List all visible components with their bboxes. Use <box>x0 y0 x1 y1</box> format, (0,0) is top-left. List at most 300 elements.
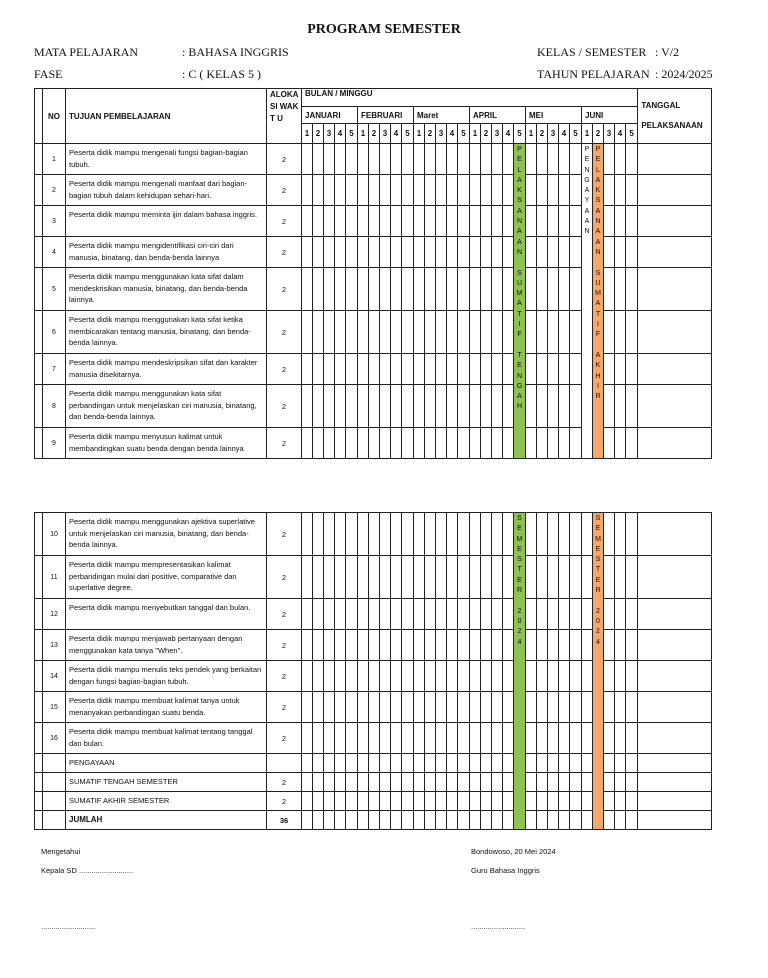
vertical-char <box>514 258 525 268</box>
week-cell: 2 <box>481 124 492 144</box>
tanggal-cell <box>638 811 712 830</box>
tanggal-cell <box>638 661 712 692</box>
vertical-char: 0 <box>596 617 600 625</box>
week-slot <box>391 792 402 811</box>
vertical-char: E <box>584 156 590 164</box>
alokasi-cell: 2 <box>267 428 302 459</box>
week-slot <box>425 144 436 175</box>
table-row <box>35 723 712 754</box>
week-slot <box>391 556 402 599</box>
week-slot <box>503 599 514 630</box>
tanggal-cell <box>638 385 712 428</box>
week-slot <box>570 773 582 792</box>
vertical-label <box>593 144 603 402</box>
week-slot <box>335 723 346 754</box>
week-slot <box>492 811 503 830</box>
week-slot <box>346 144 358 175</box>
week-slot <box>615 692 626 723</box>
week-slot <box>335 661 346 692</box>
week-slot <box>470 723 481 754</box>
week-slot <box>335 428 346 459</box>
week-slot <box>335 175 346 206</box>
week-slot <box>302 630 313 661</box>
tujuan-cell: Peserta didik mampu mempresentasikan kalimat perbandingan mulai dari positive, comparative dan superlative degree. <box>66 556 267 599</box>
vertical-char: M <box>516 290 523 298</box>
week-slot <box>302 792 313 811</box>
week-slot <box>335 144 346 175</box>
week-slot <box>481 206 492 237</box>
tujuan-cell: Peserta didik mampu mengidentifikasi ciri-ciri dari manusia, binatang, dan benda-benda lainnya <box>66 237 267 268</box>
week-slot <box>414 723 425 754</box>
week-slot <box>335 268 346 311</box>
week-slot <box>402 206 414 237</box>
week-slot <box>346 692 358 723</box>
week-slot <box>324 773 335 792</box>
week-slot <box>615 513 626 556</box>
week-slot <box>313 692 324 723</box>
week-slot <box>414 513 425 556</box>
margin-cell <box>35 754 43 773</box>
week-slot <box>380 206 391 237</box>
week-slot <box>582 556 593 599</box>
week-slot <box>604 630 615 661</box>
vertical-char: S <box>517 197 522 205</box>
week-cell: 2 <box>593 124 604 144</box>
week-slot <box>414 237 425 268</box>
tanggal-cell <box>638 144 712 175</box>
week-slot <box>626 237 638 268</box>
week-slot <box>458 268 470 311</box>
week-slot <box>346 773 358 792</box>
week-slot <box>436 513 447 556</box>
week-slot <box>391 268 402 311</box>
week-slot <box>391 354 402 385</box>
week-slot <box>481 237 492 268</box>
week-slot <box>481 723 492 754</box>
week-slot <box>604 237 615 268</box>
week-slot <box>537 754 548 773</box>
tujuan-cell: Peserta didik mampu menggunakan ajektiva superlative untuk menjelaskan ciri manusia, binatang, dan benda-benda lainnya. <box>66 513 267 556</box>
table-row <box>35 773 712 792</box>
week-slot <box>302 513 313 556</box>
week-slot <box>313 513 324 556</box>
tujuan-cell: Peserta didik mampu menulis teks pendek yang berkaitan dengan fungsi bagian-bagian tubuh. <box>66 661 267 692</box>
week-slot <box>582 692 593 723</box>
tanggal-cell <box>638 773 712 792</box>
week-slot <box>458 630 470 661</box>
week-slot <box>335 237 346 268</box>
week-slot <box>425 692 436 723</box>
table-row <box>35 311 712 354</box>
week-slot <box>548 268 559 311</box>
week-slot <box>470 811 481 830</box>
week-slot <box>626 630 638 661</box>
week-slot <box>559 599 570 630</box>
week-slot <box>526 268 537 311</box>
week-slot <box>447 175 458 206</box>
week-slot <box>626 599 638 630</box>
week-slot <box>458 773 470 792</box>
week-slot <box>414 385 425 428</box>
week-slot <box>425 237 436 268</box>
week-slot <box>470 513 481 556</box>
week-slot <box>570 754 582 773</box>
table-row <box>35 754 712 773</box>
week-slot <box>604 754 615 773</box>
margin-cell <box>35 811 43 830</box>
week-slot <box>302 311 313 354</box>
week-slot <box>324 599 335 630</box>
vertical-char: R <box>595 393 601 401</box>
header-row-1 <box>35 89 712 107</box>
fase-label: FASE <box>34 67 63 81</box>
week-slot <box>559 811 570 830</box>
week-slot <box>481 599 492 630</box>
month-0: JANUARI <box>302 107 358 124</box>
vertical-char: S <box>595 515 601 522</box>
table-row <box>35 513 712 556</box>
week-slot <box>425 385 436 428</box>
table-row <box>35 792 712 811</box>
week-slot <box>436 144 447 175</box>
week-slot <box>447 599 458 630</box>
week-slot <box>626 754 638 773</box>
vertical-char: M <box>595 535 601 543</box>
week-slot <box>526 237 537 268</box>
week-slot <box>503 661 514 692</box>
week-slot <box>358 754 369 773</box>
week-slot <box>414 811 425 830</box>
week-slot <box>313 428 324 459</box>
week-slot <box>447 811 458 830</box>
alokasi-cell: 2 <box>267 237 302 268</box>
week-slot <box>402 354 414 385</box>
week-slot <box>302 428 313 459</box>
week-slot <box>436 599 447 630</box>
week-slot <box>481 144 492 175</box>
week-cell: 1 <box>526 124 537 144</box>
week-cell: 3 <box>548 124 559 144</box>
alokasi-cell: 2 <box>267 661 302 692</box>
week-slot <box>604 599 615 630</box>
week-slot <box>626 144 638 175</box>
week-slot <box>537 428 548 459</box>
week-slot <box>626 811 638 830</box>
week-slot <box>335 354 346 385</box>
week-slot <box>313 268 324 311</box>
week-cell: 5 <box>626 124 638 144</box>
week-slot <box>447 385 458 428</box>
week-slot <box>481 630 492 661</box>
sign-left-2: Kepala SD .......................... <box>41 866 134 875</box>
week-slot <box>570 723 582 754</box>
week-slot <box>570 692 582 723</box>
week-slot <box>324 811 335 830</box>
week-slot <box>503 692 514 723</box>
tujuan-cell: Peserta didik mampu menyusun kalimat untuk membandingkan suatu benda dengan benda lainnya <box>66 428 267 459</box>
week-slot <box>391 144 402 175</box>
week-slot <box>570 206 582 237</box>
week-slot <box>324 754 335 773</box>
week-slot <box>335 692 346 723</box>
week-slot <box>414 773 425 792</box>
week-slot <box>526 428 537 459</box>
page-title: PROGRAM SEMESTER <box>307 22 461 37</box>
vertical-char: N <box>584 228 590 236</box>
margin-cell <box>35 144 43 175</box>
tanggal-cell <box>638 268 712 311</box>
week-slot <box>324 144 335 175</box>
week-slot <box>481 513 492 556</box>
tujuan-cell: Peserta didik mampu meminta ijin dalam bahasa inggris. <box>66 206 267 237</box>
week-slot <box>380 268 391 311</box>
week-slot <box>604 513 615 556</box>
week-cell: 5 <box>514 124 526 144</box>
week-slot <box>492 661 503 692</box>
week-slot <box>526 792 537 811</box>
week-slot <box>391 311 402 354</box>
week-slot <box>369 144 380 175</box>
week-slot <box>346 599 358 630</box>
tanggal-header <box>638 89 712 144</box>
week-slot <box>380 630 391 661</box>
week-slot <box>369 773 380 792</box>
week-slot <box>570 268 582 311</box>
week-slot <box>458 792 470 811</box>
week-slot <box>559 237 570 268</box>
week-cell: 1 <box>414 124 425 144</box>
row-number: 4 <box>43 237 66 268</box>
vertical-char: A <box>584 187 590 195</box>
week-slot <box>402 811 414 830</box>
week-cell: 4 <box>503 124 514 144</box>
week-slot <box>526 811 537 830</box>
week-slot <box>369 237 380 268</box>
week-slot <box>335 599 346 630</box>
week-slot <box>346 513 358 556</box>
week-slot <box>537 811 548 830</box>
week-slot <box>380 661 391 692</box>
week-slot <box>615 754 626 773</box>
row-number: 11 <box>43 556 66 599</box>
week-slot <box>313 385 324 428</box>
week-slot <box>324 556 335 599</box>
week-slot <box>302 661 313 692</box>
tanggal-cell <box>638 599 712 630</box>
week-slot <box>335 792 346 811</box>
week-slot <box>604 206 615 237</box>
vertical-char: A <box>595 300 601 308</box>
week-slot <box>559 723 570 754</box>
week-slot <box>346 661 358 692</box>
week-slot <box>380 754 391 773</box>
vertical-char: P <box>595 146 601 153</box>
week-slot <box>526 513 537 556</box>
margin-cell <box>35 599 43 630</box>
month-2: Maret <box>414 107 470 124</box>
week-cell: 5 <box>402 124 414 144</box>
tahun-label: TAHUN PELAJARAN <box>537 67 650 81</box>
alokasi-cell: 2 <box>267 792 302 811</box>
week-slot <box>548 661 559 692</box>
row-number: 16 <box>43 723 66 754</box>
week-slot <box>537 773 548 792</box>
week-slot <box>414 792 425 811</box>
week-slot <box>458 661 470 692</box>
week-slot <box>380 311 391 354</box>
tahun-value: : 2024/2025 <box>655 67 713 81</box>
sts-column <box>514 513 526 830</box>
week-slot <box>380 385 391 428</box>
week-slot <box>335 311 346 354</box>
week-slot <box>447 723 458 754</box>
row-number: 10 <box>43 513 66 556</box>
week-cell: 1 <box>302 124 313 144</box>
table-row <box>35 556 712 599</box>
vertical-char: T <box>517 566 522 574</box>
week-slot <box>447 556 458 599</box>
row-number: 5 <box>43 268 66 311</box>
week-cell: 5 <box>346 124 358 144</box>
month-3: APRIL <box>470 107 526 124</box>
week-slot <box>447 428 458 459</box>
week-slot <box>447 692 458 723</box>
no-header: NO <box>43 89 66 144</box>
week-slot <box>436 428 447 459</box>
week-slot <box>604 428 615 459</box>
week-slot <box>402 428 414 459</box>
week-slot <box>302 692 313 723</box>
week-slot <box>302 237 313 268</box>
week-slot <box>559 661 570 692</box>
week-slot <box>391 811 402 830</box>
margin-cell <box>35 311 43 354</box>
week-slot <box>302 754 313 773</box>
week-slot <box>380 428 391 459</box>
vertical-char: I <box>597 382 599 390</box>
week-slot <box>526 311 537 354</box>
week-slot <box>526 599 537 630</box>
vertical-char: H <box>516 403 523 411</box>
week-slot <box>570 144 582 175</box>
margin-cell <box>35 513 43 556</box>
week-slot <box>626 175 638 206</box>
week-slot <box>548 513 559 556</box>
week-slot <box>559 513 570 556</box>
week-slot <box>559 311 570 354</box>
week-slot <box>313 354 324 385</box>
week-slot <box>470 268 481 311</box>
week-cell: 4 <box>391 124 402 144</box>
week-slot <box>470 175 481 206</box>
week-slot <box>570 311 582 354</box>
week-slot <box>425 311 436 354</box>
week-slot <box>346 175 358 206</box>
week-slot <box>436 630 447 661</box>
week-slot <box>615 311 626 354</box>
week-slot <box>492 428 503 459</box>
week-slot <box>414 144 425 175</box>
week-slot <box>481 311 492 354</box>
vertical-char: A <box>584 218 590 226</box>
week-slot <box>470 311 481 354</box>
row-number <box>43 811 66 830</box>
vertical-char: T <box>517 351 522 359</box>
week-slot <box>458 175 470 206</box>
week-slot <box>369 175 380 206</box>
row-number: 8 <box>43 385 66 428</box>
week-slot <box>526 661 537 692</box>
week-slot <box>313 237 324 268</box>
week-slot <box>481 661 492 692</box>
week-slot <box>615 237 626 268</box>
table-row <box>35 354 712 385</box>
week-slot <box>492 513 503 556</box>
sign-left-1: Mengetahui <box>41 847 81 856</box>
week-slot <box>503 428 514 459</box>
week-cell: 3 <box>324 124 335 144</box>
vertical-char: S <box>595 197 601 205</box>
week-slot <box>436 268 447 311</box>
week-slot <box>358 692 369 723</box>
week-slot <box>481 428 492 459</box>
vertical-char: Y <box>584 197 590 205</box>
week-slot <box>492 773 503 792</box>
alokasi-cell: 2 <box>267 556 302 599</box>
table-row <box>35 599 712 630</box>
week-slot <box>559 354 570 385</box>
week-slot <box>537 723 548 754</box>
row-number <box>43 754 66 773</box>
week-slot <box>492 723 503 754</box>
margin-cell <box>35 237 43 268</box>
week-slot <box>369 754 380 773</box>
vertical-char: S <box>517 269 522 277</box>
vertical-char: S <box>517 515 522 522</box>
week-slot <box>324 311 335 354</box>
margin-cell <box>35 792 43 811</box>
week-slot <box>570 630 582 661</box>
week-slot <box>414 175 425 206</box>
week-slot <box>570 811 582 830</box>
week-slot <box>615 206 626 237</box>
week-slot <box>358 311 369 354</box>
week-slot <box>537 385 548 428</box>
tujuan-cell: Peserta didik mampu menggunakan kata sifat perbandingan untuk menjelaskan ciri manusia, binatang, dan benda-benda lainnya. <box>66 385 267 428</box>
vertical-char: G <box>516 382 523 390</box>
week-slot <box>324 630 335 661</box>
week-slot <box>559 754 570 773</box>
tanggal-label: TANGGAL <box>641 101 681 110</box>
week-slot <box>570 599 582 630</box>
table-row <box>35 428 712 459</box>
week-slot <box>570 513 582 556</box>
week-slot <box>402 385 414 428</box>
week-slot <box>391 599 402 630</box>
week-slot <box>447 773 458 792</box>
week-slot <box>402 754 414 773</box>
week-slot <box>324 237 335 268</box>
week-slot <box>447 311 458 354</box>
vertical-char: N <box>516 372 523 380</box>
week-slot <box>537 792 548 811</box>
week-slot <box>470 692 481 723</box>
week-slot <box>582 754 593 773</box>
margin-cell <box>35 268 43 311</box>
vertical-char: A <box>595 238 601 246</box>
week-slot <box>570 354 582 385</box>
week-cell: 4 <box>335 124 346 144</box>
